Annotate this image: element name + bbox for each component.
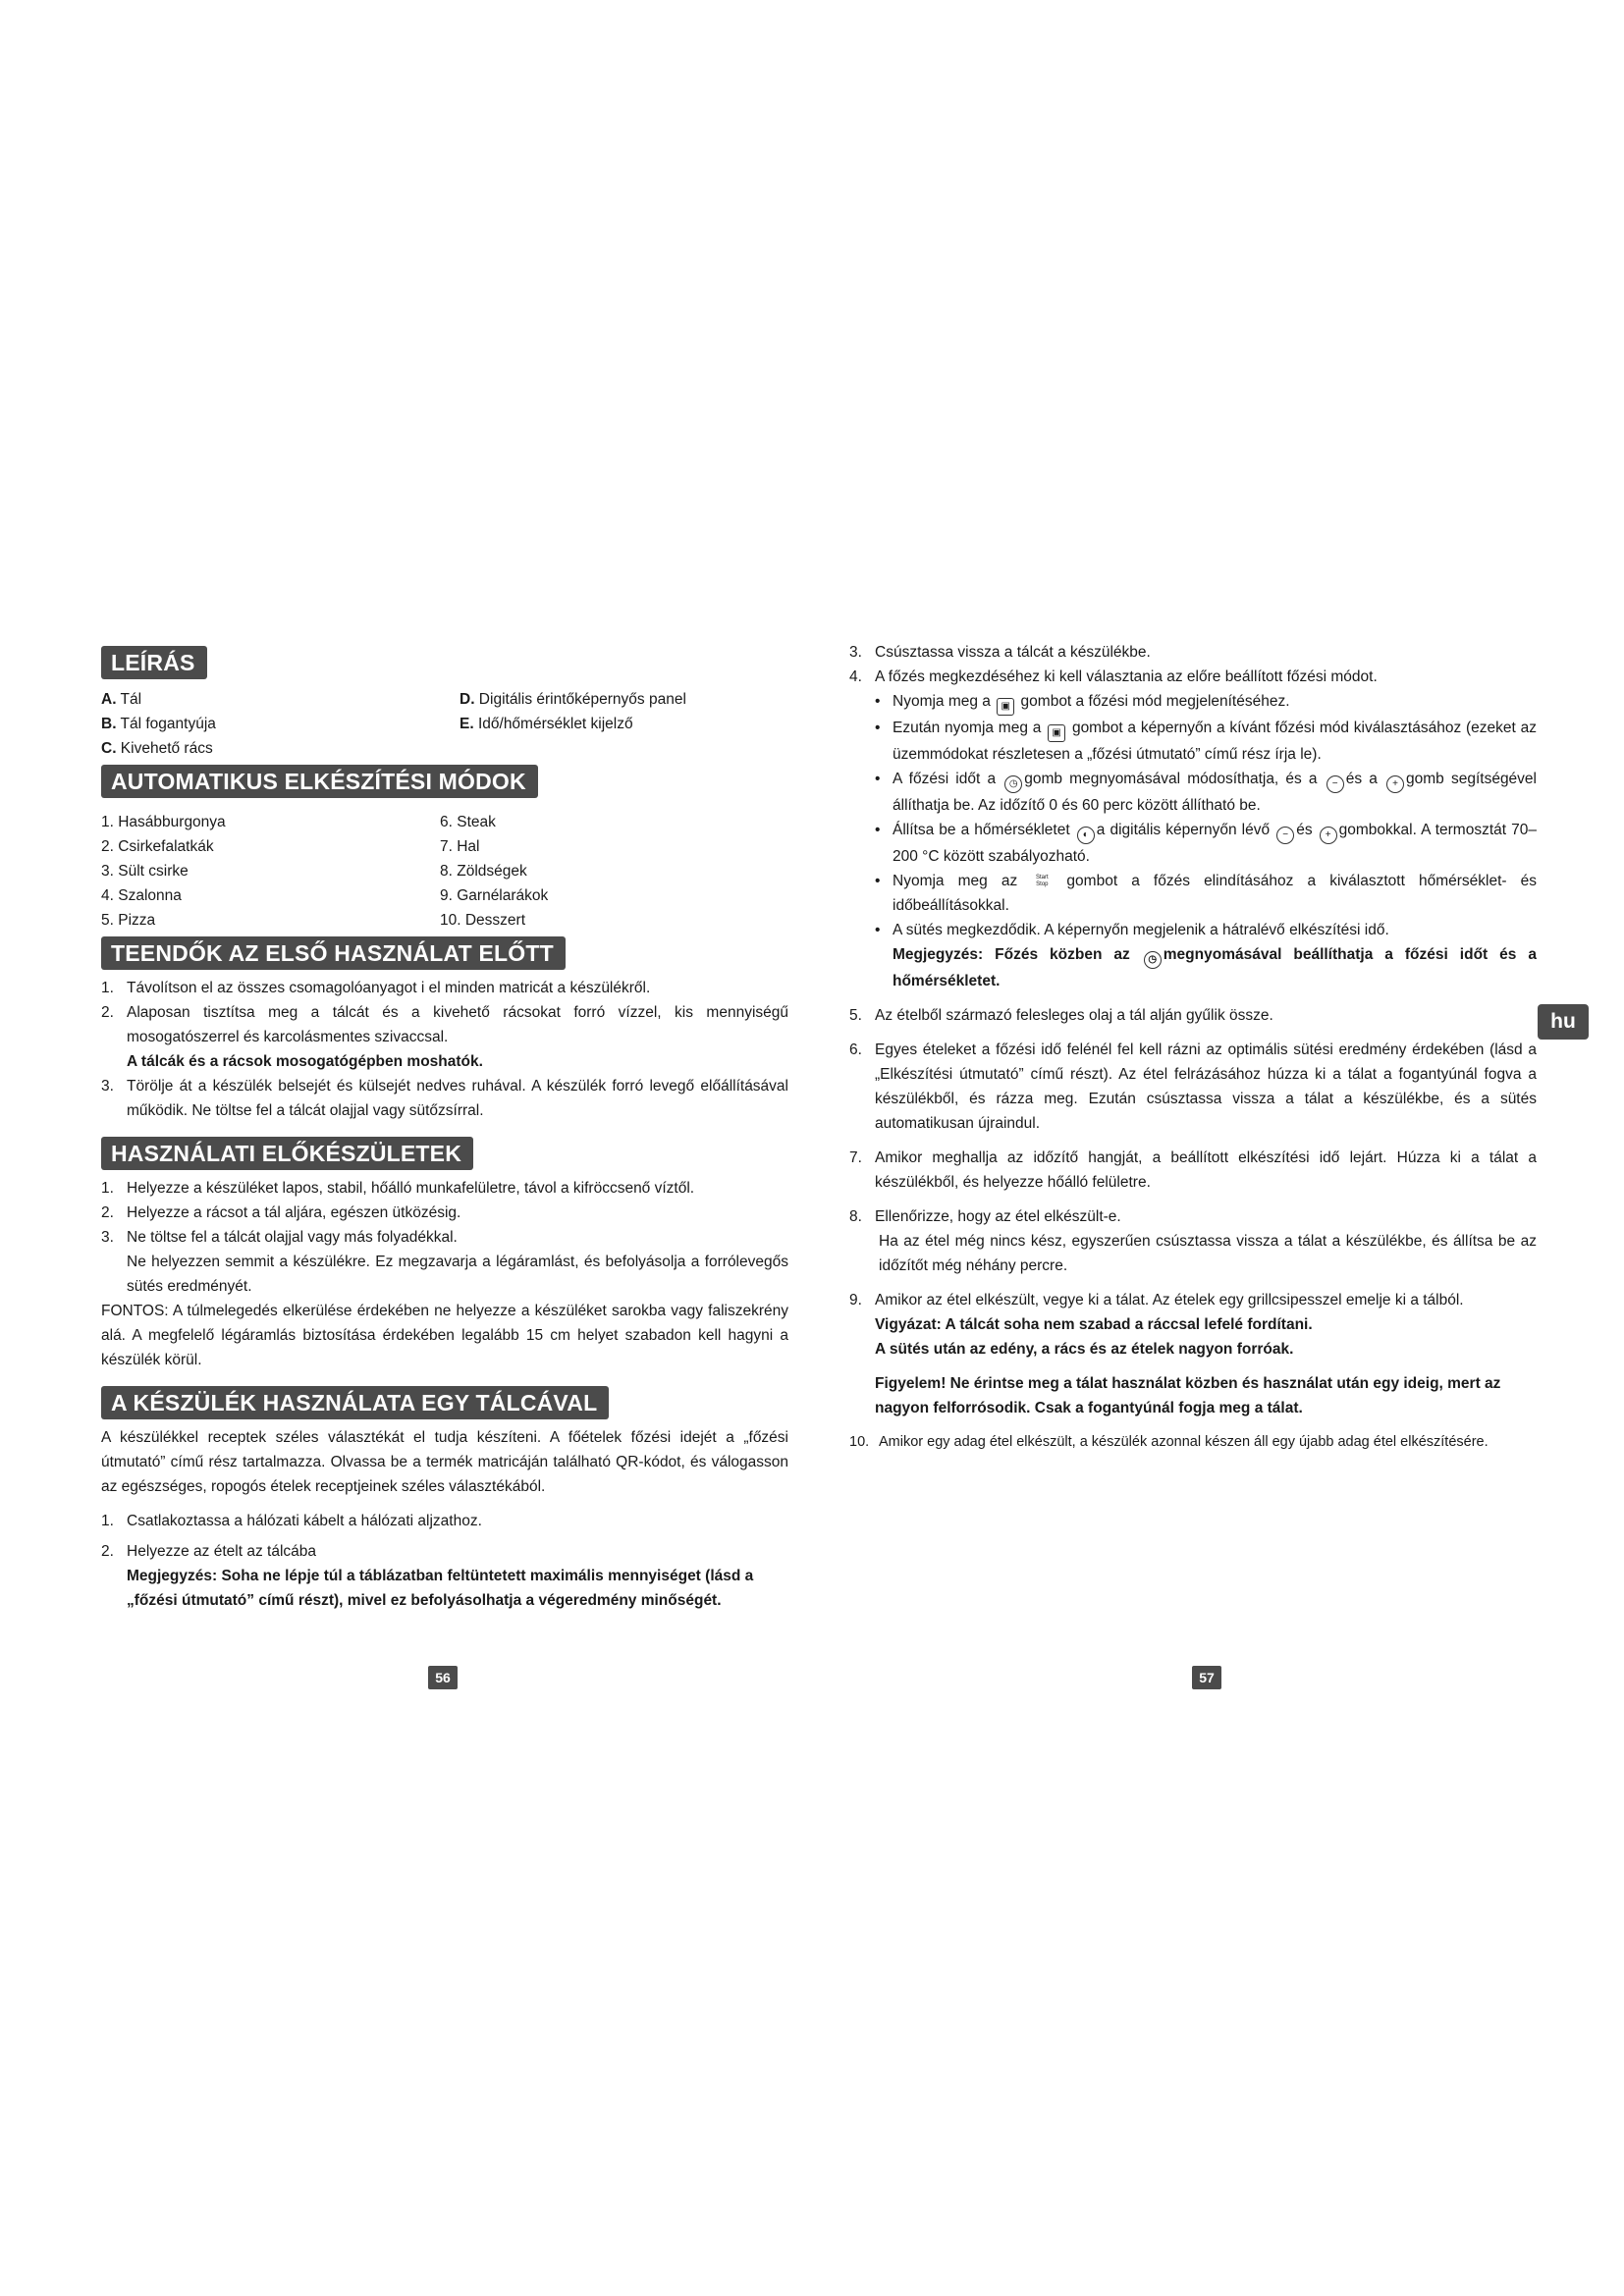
bullet-item: • Nyomja meg az Start Stop gombot a főzés elindításához a kiválasztott hőmérséklet- és időbeállításokkal. <box>875 873 1538 914</box>
dishwasher-note: A tálcák és a rácsok mosogatógépben moshatók. <box>127 1053 483 1070</box>
list-item: 7. Amikor meghallja az időzítő hangját, a beállított elkészítési idő lejárt. Húzza ki a tálat a készülékből, és helyezze hőálló felületre. <box>849 1149 1537 1191</box>
right-page-column <box>849 640 1537 1455</box>
mode-item: 8. Zöldségek <box>440 863 527 880</box>
section-title-single-tray-usage: A KÉSZÜLÉK HASZNÁLATA EGY TÁLCÁVAL <box>101 1386 609 1419</box>
bullet-item: • A főzési időt a ◷ gomb megnyomásával módosíthatja, és a − és a + gomb segítségével állíthatja be. Az időzítő 0 és 60 perc között állítható be. <box>875 771 1537 814</box>
mode-button-icon: ▣ <box>1048 724 1065 742</box>
quantity-note: Megjegyzés: Soha ne lépje túl a táblázatban feltüntetett maximális mennyiséget (lásd a „főzési útmutató” című részt), mivel ez befolyásolhatja a végeredmény minőségét. <box>127 1568 754 1609</box>
not-ready-note: Ha az étel még nincs kész, egyszerűen csúsztassa vissza a tálat a készülékbe, és állítsa be az időzítőt még néhány percre. <box>879 1233 1537 1274</box>
list-item: 4. A főzés megkezdéséhez ki kell választania az előre beállított főzési módot. <box>849 668 1378 685</box>
list-item: 10. Amikor egy adag étel elkészült, a készülék azonnal készen áll egy újabb adag étel elkészítésére. <box>849 1434 1489 1450</box>
list-item: 3. Törölje át a készülék belsejét és külsejét nedves ruhával. A készülék forró levegő előállításával működik. Ne töltse fel a tálcát olajjal vagy sütőzsírral. <box>101 1078 788 1119</box>
part-d: D. Digitális érintőképernyős panel <box>460 691 686 708</box>
plus-icon: + <box>1320 827 1337 844</box>
page-number-right: 57 <box>1192 1666 1221 1689</box>
list-item: 1. Távolítson el az összes csomagolóanyagot i el minden matricát a készülékről. <box>101 980 651 996</box>
part-a: A. Tál <box>101 691 142 708</box>
list-item: 2. Helyezze az ételt az tálcába <box>101 1543 316 1560</box>
list-item: 9. Amikor az étel elkészült, vegye ki a tálat. Az ételek egy grillcsipesszel emelje ki a tálból. <box>849 1292 1464 1308</box>
part-c: C. Kivehető rács <box>101 740 213 757</box>
mode-item: 9. Garnélarákok <box>440 887 549 904</box>
minus-icon: − <box>1276 827 1294 844</box>
auto-modes-list <box>101 810 788 933</box>
list-item: 3. Csúsztassa vissza a tálcát a készülékbe. <box>849 644 1151 661</box>
timer-icon: ◷ <box>1004 775 1022 793</box>
list-item: 1. Helyezze a készüléket lapos, stabil, hőálló munkafelületre, távol a kifröccsenő víztől. <box>101 1180 695 1197</box>
section-title-description: LEÍRÁS <box>101 646 207 679</box>
warning-hot: A sütés után az edény, a rács és az ételek nagyon forróak. <box>875 1341 1294 1358</box>
warning-attention: Figyelem! Ne érintse meg a tálat használat közben és használat után egy ideig, mert az nagyon felforrósodik. Csak a fogantyúnál fogja meg a tálat. <box>875 1375 1501 1416</box>
list-item: 6. Egyes ételeket a főzési idő felénél fel kell rázni az optimális sütési eredmény érdekében (lásd a „Elkészítési útmutató” című részt). Az étel felrázásához húzza ki a tálat a fogantyúnál fogva a készülékből, és rázza meg. Ezután csúsztassa vissza a tálat a készülékbe, és a sütés automatikusan újraindul. <box>849 1041 1537 1132</box>
part-b: B. Tál fogantyúja <box>101 716 216 732</box>
start-stop-icon: Start Stop <box>1036 874 1049 887</box>
bullet-item: • Állítsa be a hőmérsékletet ◐ a digitális képernyőn lévő − és + gombokkal. A termosztát 70–200 °C között szabályozható. <box>875 822 1537 865</box>
language-tab: hu <box>1538 1004 1589 1040</box>
list-item: 2. Alaposan tisztítsa meg a tálcát és a kivehető rácsokat forró vízzel, kis mennyiségű mosogatószerrel és karcolásmentes szivaccsal. <box>101 1004 788 1045</box>
warning-tray: Vigyázat: A tálcát soha nem szabad a ráccsal lefelé fordítani. <box>875 1316 1313 1333</box>
bullet-item: • A sütés megkezdődik. A képernyőn megjelenik a hátralévő elkészítési idő. <box>875 922 1389 938</box>
mode-item: 1. Hasábburgonya <box>101 814 226 830</box>
section-title-preparation: HASZNÁLATI ELŐKÉSZÜLETEK <box>101 1137 473 1170</box>
part-e: E. Idő/hőmérséklet kijelző <box>460 716 633 732</box>
bullet-item: • Nyomja meg a ▣ gombot a főzési mód megjelenítéséhez. <box>849 689 1537 716</box>
mode-item: 7. Hal <box>440 838 480 855</box>
mode-button-icon: ▣ <box>997 698 1014 716</box>
parts-list <box>101 687 788 761</box>
bullet-item: • Ezután nyomja meg a ▣ gombot a képernyőn a kívánt főzési mód kiválasztásához (ezeket az üzemmódokat részletesen a „főzési útmutató” című rész írja le). <box>875 720 1537 763</box>
timer-icon: ◷ <box>1144 951 1162 969</box>
list-item: 2. Helyezze a rácsot a tál aljára, egészen ütközésig. <box>101 1204 461 1221</box>
temperature-icon: ◐ <box>1077 827 1095 844</box>
mode-item: 3. Sült csirke <box>101 863 189 880</box>
prep-note: Ne helyezzen semmit a készülékre. Ez megzavarja a légáramlást, és befolyásolja a forrólevegős sütés eredményét. <box>127 1254 788 1295</box>
mode-item: 4. Szalonna <box>101 887 182 904</box>
mode-item: 6. Steak <box>440 814 496 830</box>
section-title-first-use: TEENDŐK AZ ELSŐ HASZNÁLAT ELŐTT <box>101 936 566 970</box>
mode-item: 10. Desszert <box>440 912 526 929</box>
list-item: 3. Ne töltse fel a tálcát olajjal vagy más folyadékkal. <box>101 1229 458 1246</box>
section-title-auto-modes: AUTOMATIKUS ELKÉSZÍTÉSI MÓDOK <box>101 765 538 798</box>
plus-icon: + <box>1386 775 1404 793</box>
usage-intro: A készülékkel receptek széles választékát el tudja készíteni. A főételek főzési idejét a „főzési útmutató” című rész tartalmazza. Olvassa be a termék matricáján található QR-kódot, és válogasson az egészséges, ropogós ételek receptjeinek széles választékából. <box>101 1429 788 1495</box>
mode-item: 2. Csirkefalatkák <box>101 838 214 855</box>
minus-icon: − <box>1326 775 1344 793</box>
list-item: 1. Csatlakoztassa a hálózati kábelt a hálózati aljzathoz. <box>101 1513 482 1529</box>
page-number-left: 56 <box>428 1666 458 1689</box>
mode-item: 5. Pizza <box>101 912 156 929</box>
list-item: 5. Az ételből származó felesleges olaj a tál alján gyűlik össze. <box>849 1007 1273 1024</box>
cooking-note: Megjegyzés: Főzés közben az ◷ megnyomásával beállíthatja a főzési időt és a hőmérsékletet. <box>893 946 1538 989</box>
important-note: FONTOS: A túlmelegedés elkerülése érdekében ne helyezze a készüléket sarokba vagy faliszekrény alá. A megfelelő légáramlás biztosítása érdekében legalább 15 cm helyet szabadon kell hagyni a készülék körül. <box>101 1303 788 1368</box>
list-item: 8. Ellenőrizze, hogy az étel elkészült-e. <box>849 1208 1121 1225</box>
left-page-column <box>101 642 788 1613</box>
